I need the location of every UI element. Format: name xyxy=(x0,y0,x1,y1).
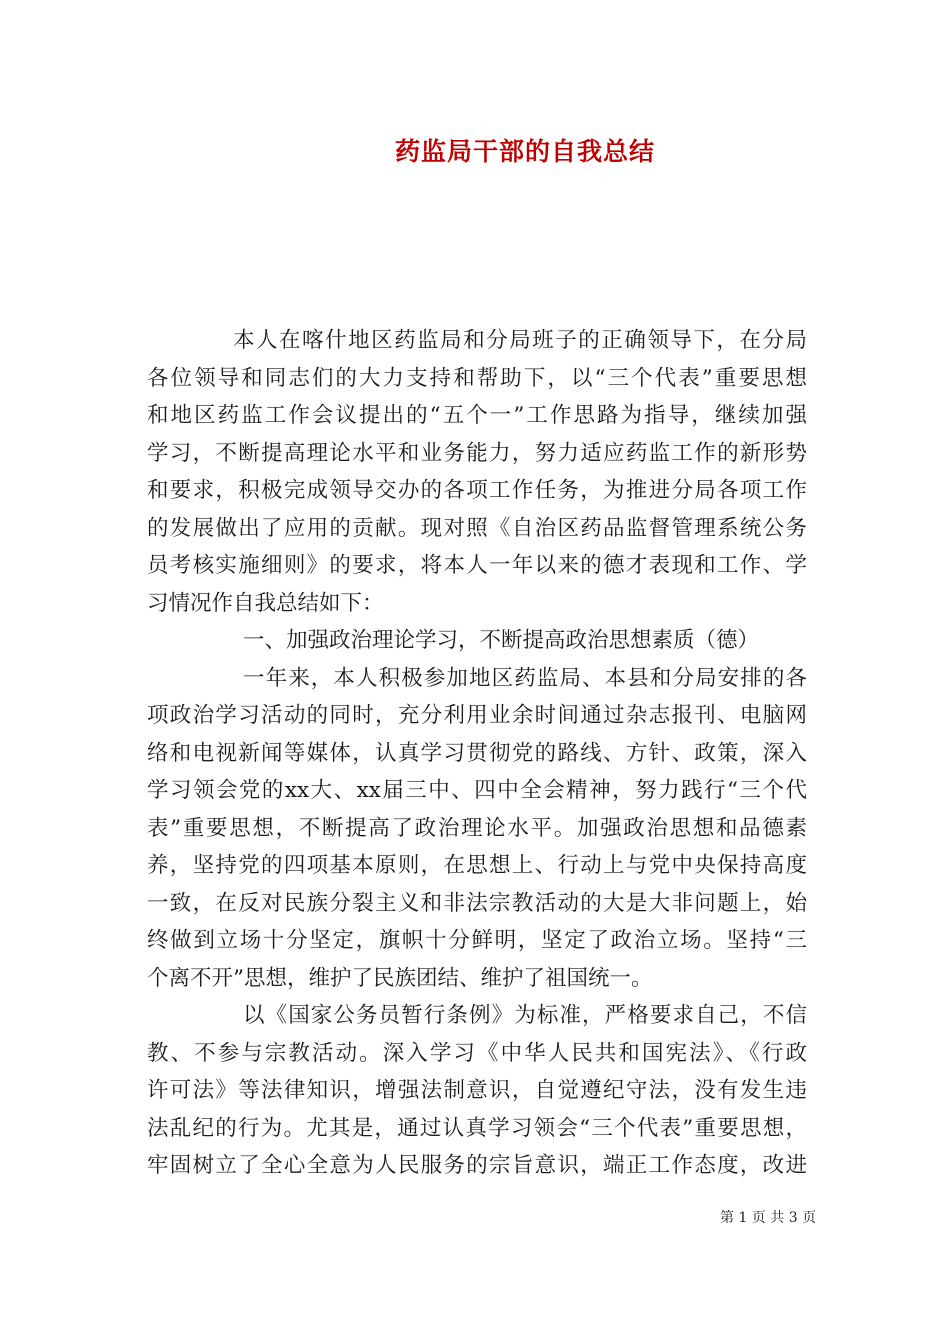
text-line: 个离不开”思想，维护了民族团结、维护了祖国统一。 xyxy=(147,965,653,991)
text-line: 教、不参与宗教活动。深入学习《中华人民共和国宪法》、《行政 xyxy=(147,1040,807,1066)
text-line: 以《国家公务员暂行条例》为标准，严格要求自己，不信 xyxy=(243,1003,807,1028)
document-body xyxy=(147,322,807,1185)
text-line: 的发展做出了应用的贡献。现对照《自治区药品监督管理系统公务 xyxy=(147,515,807,541)
text-line: 本人在喀什地区药监局和分局班子的正确领导下，在分局 xyxy=(233,328,807,353)
section-heading: 一、加强政治理论学习，不断提高政治思想素质（德） xyxy=(243,628,760,653)
text-line: 络和电视新闻等媒体，认真学习贯彻党的路线、方针、政策，深入 xyxy=(147,740,807,766)
text-line: 员考核实施细则》的要求，将本人一年以来的德才表现和工作、学 xyxy=(147,553,807,578)
text-line: 终做到立场十分坚定，旗帜十分鲜明，坚定了政治立场。坚持“三 xyxy=(147,928,807,953)
text-line: 习情况作自我总结如下： xyxy=(147,590,384,616)
text-line: 养，坚持党的四项基本原则，在思想上、行动上与党中央保持高度 xyxy=(147,853,807,878)
text-line: 牢固树立了全心全意为人民服务的宗旨意识，端正工作态度，改进 xyxy=(147,1153,807,1178)
text-line: 和要求，积极完成领导交办的各项工作任务，为推进分局各项工作 xyxy=(147,478,807,503)
text-line: 表”重要思想，不断提高了政治理论水平。加强政治思想和品德素 xyxy=(147,815,807,841)
text-line: 法乱纪的行为。尤其是，通过认真学习领会“三个代表”重要思想， xyxy=(147,1115,807,1141)
text-line: 一致，在反对民族分裂主义和非法宗教活动的大是大非问题上，始 xyxy=(147,890,807,916)
page-number: 第 1 页 共 3 页 xyxy=(720,1210,817,1226)
text-line: 一年来，本人积极参加地区药监局、本县和分局安排的各 xyxy=(243,665,807,691)
text-line: 各位领导和同志们的大力支持和帮助下，以“三个代表”重要思想 xyxy=(147,365,807,391)
text-line: 许可法》等法律知识，增强法制意识，自觉遵纪守法，没有发生违 xyxy=(147,1078,807,1103)
text-line: 学习领会党的xx大、xx届三中、四中全会精神，努力践行“三个代 xyxy=(147,778,807,803)
text-line: 项政治学习活动的同时，充分利用业余时间通过杂志报刊、电脑网 xyxy=(147,703,807,728)
document-title: 药监局干部的自我总结 xyxy=(394,137,655,166)
text-line: 学习，不断提高理论水平和业务能力，努力适应药监工作的新形势 xyxy=(147,440,807,466)
text-line: 和地区药监工作会议提出的“五个一”工作思路为指导，继续加强 xyxy=(147,403,807,428)
